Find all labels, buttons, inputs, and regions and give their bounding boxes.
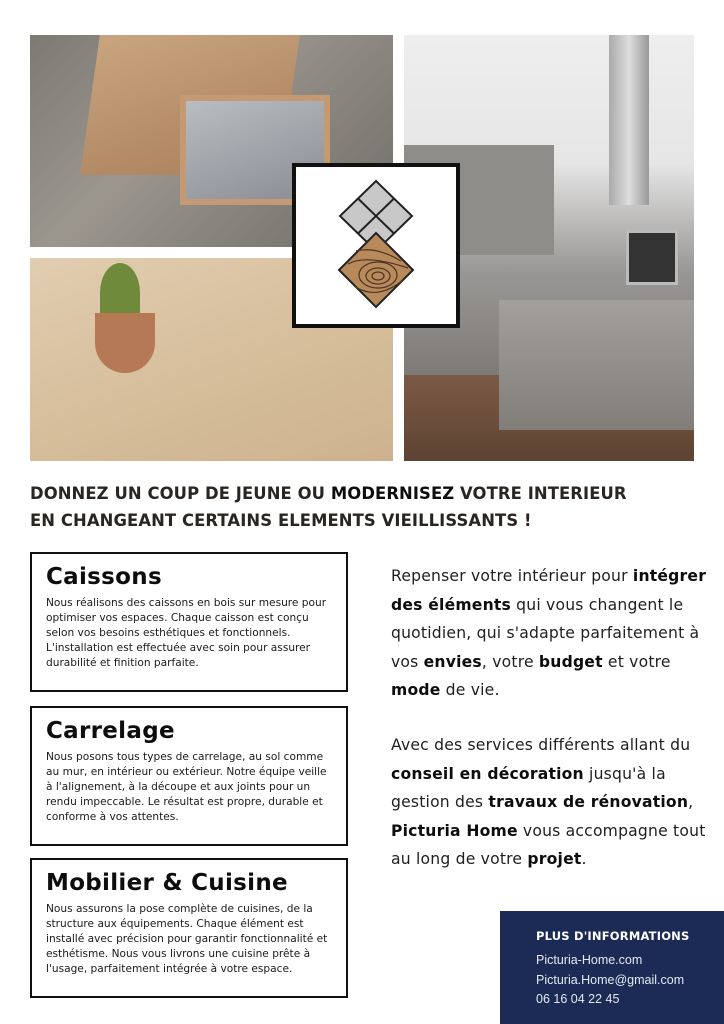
card-title: Caissons bbox=[46, 564, 162, 590]
card-text: Nous posons tous types de carrelage, au sol comme au mur, en intérieur ou extérieur. Notre équipe veille à l'alignement, à la découpe et aux joints pour un rendu impeccable. Le résultat est propre, durable et conforme à vos attentes. bbox=[46, 751, 327, 823]
emphasis-text: projet bbox=[527, 850, 582, 868]
card-text: Nous assurons la pose complète de cuisines, de la structure aux équipements. Chaque élément est installé avec précision pour garantir fonctionnalité et esthétisme. Nous vous livrons une cuisine prête à l'usage, parfaitement intégrée à votre espace. bbox=[46, 903, 328, 975]
paragraph-text: , bbox=[688, 793, 694, 811]
paragraph-text: et votre bbox=[602, 652, 671, 671]
paragraph-text: Avec des services différents allant du bbox=[391, 736, 691, 754]
paragraph-text: jusqu'à la gestion des bbox=[391, 764, 666, 811]
contact-info-box bbox=[500, 911, 724, 1024]
headline-text: DONNEZ UN COUP DE JEUNE OU bbox=[30, 484, 331, 503]
headline-text: VOTRE INTERIEUR bbox=[454, 484, 627, 503]
logo bbox=[292, 163, 460, 328]
headline bbox=[30, 480, 720, 534]
contact-title: PLUS D'INFORMATIONS bbox=[536, 929, 690, 943]
emphasis-text: travaux de rénovation bbox=[488, 793, 689, 811]
service-card-caissons bbox=[30, 552, 348, 692]
emphasis-text: Picturia Home bbox=[391, 821, 518, 840]
emphasis-text: envies bbox=[423, 652, 482, 671]
headline-emphasis: MODERNISEZ bbox=[330, 484, 455, 503]
emphasis-text: conseil en décoration bbox=[391, 764, 584, 783]
paragraph-text: qui vous changent le quotidien, qui s'adapte parfaitement à vos bbox=[391, 595, 700, 671]
tile-wood-logo-icon bbox=[316, 176, 436, 316]
intro-paragraph bbox=[391, 562, 721, 705]
website-link[interactable]: Picturia-Home.com bbox=[536, 953, 643, 967]
emphasis-text: intégrer des éléments bbox=[391, 567, 707, 614]
paragraph-text: vous accompagne tout au long de votre bbox=[391, 821, 706, 868]
services-paragraph bbox=[391, 731, 721, 874]
paragraph-text: , votre bbox=[481, 652, 539, 671]
card-title: Mobilier & Cuisine bbox=[46, 870, 288, 896]
headline-line2: EN CHANGEANT CERTAINS ELEMENTS VIEILLISSANTS ! bbox=[30, 511, 532, 530]
phone-number[interactable]: 06 16 04 22 45 bbox=[536, 992, 620, 1006]
emphasis-text: mode bbox=[391, 681, 441, 699]
paragraph-text: . bbox=[581, 850, 587, 868]
paragraph-text: de vie. bbox=[440, 681, 500, 699]
card-title: Carrelage bbox=[46, 718, 175, 744]
email-link[interactable]: Picturia.Home@gmail.com bbox=[536, 972, 685, 987]
paragraph-text: Repenser votre intérieur pour bbox=[391, 567, 633, 585]
emphasis-text: budget bbox=[538, 652, 603, 671]
service-card-mobilier-cuisine bbox=[30, 858, 348, 998]
service-card-carrelage bbox=[30, 706, 348, 846]
card-text: Nous réalisons des caissons en bois sur mesure pour optimiser vos espaces. Chaque caisson est conçu selon vos besoins esthétiques et fonctionnels. L'installation est effectuée avec soin pour assurer durabilité et finition parfaite. bbox=[46, 597, 327, 669]
